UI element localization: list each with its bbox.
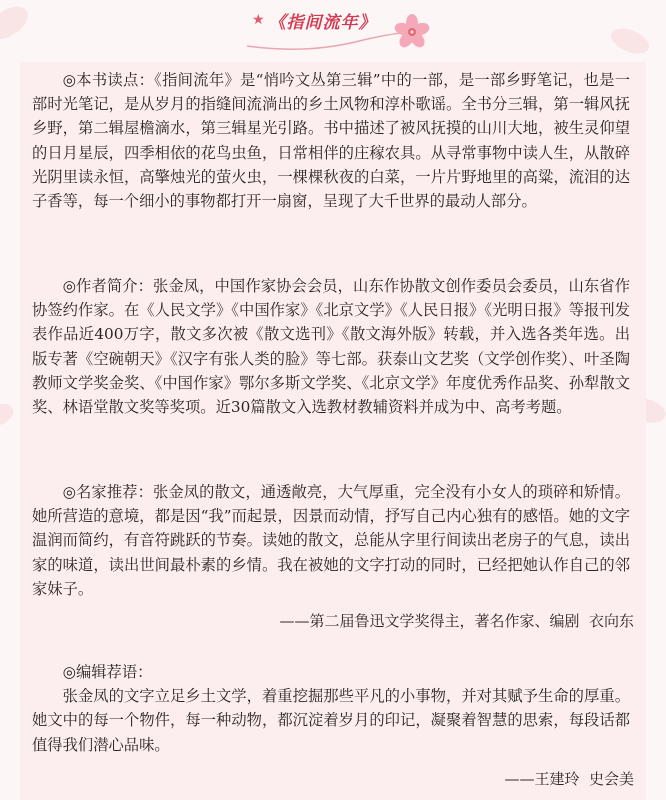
expert-recommendation-section — [32, 480, 630, 601]
reading-points-text: ◎本书读点：《指间流年》是“悄吟文丛第三辑”中的一部，是一部乡野笔记，也是一部时光笔记，是从岁月的指缝间流淌出的乡土风物和淳朴歌谣。全书分三辑，第一辑风抚乡野，第二辑屋檐滴水，第三辑星光引路。书中描述了被风抚摸的山川大地，被生灵仰望的日月星辰，四季相依的花鸟虫鱼，日常相伴的庄稼农具。从寻常事物中读人生，从散碎光阴里读永恒，高擎烛光的萤火虫，一棵棵秋夜的白菜，一片片野地里的高粱，流泪的达子香等，每一个细小的事物都打开一扇窗，呈现了大千世界的最动人部分。 — [32, 71, 630, 211]
petal-decoration — [0, 401, 16, 428]
author-intro-section — [32, 274, 630, 419]
content-panel — [20, 62, 646, 800]
editor-heading: ◎编辑荐语： — [62, 663, 153, 681]
editor-signature: ——王建玲 史会美 — [504, 770, 634, 788]
page-header — [0, 0, 666, 60]
author-intro-text: ◎作者简介：张金凤，中国作家协会会员，山东作协散文创作委员会委员，山东省作协签约作家。在《人民文学》《中国作家》《北京文学》《人民日报》《光明日报》等报刊发表作品近400万字，散文多次被《散文选刊》《散文海外版》转载，并入选各类年选。出版专著《空碗朝天》《汉字有张人类的脸》等七部。获泰山文艺奖（文学创作奖）、叶圣陶教师文学奖金奖、《中国作家》鄂尔多斯文学奖、《北京文学》年度优秀作品奖、孙犁散文奖、林语堂散文奖等奖项。近30篇散文入选教材教辅资料并成为中、高考考题。 — [32, 277, 630, 417]
expert-recommendation-text: ◎名家推荐：张金凤的散文，通透敞亮，大气厚重，完全没有小女人的琐碎和矫情。她所营造的意境，都是因“我”而起景，因景而动情，抒写自己内心独有的感悟。她的文字温润而简约，有音符跳跃的节奏。读她的散文，总能从字里行间读出老房子的气息，读出家的味道，读出世间最朴素的乡情。我在被她的文字打动的同时，已经把她认作自己的邻家妹子。 — [32, 483, 630, 598]
cherry-blossom-icon — [392, 12, 432, 52]
recommendation-signature: ——第二届鲁迅文学奖得主，著名作家、编剧 衣向东 — [279, 612, 634, 630]
editor-recommendation-text: 张金凤的文字立足乡土文学，着重挖掘那些平凡的小事物，并对其赋予生命的厚重。她文中的每一个物件，每一种动物，都沉淀着岁月的印记，凝聚着智慧的思索，每段话都值得我们潜心品味。 — [32, 687, 630, 754]
book-title: 《指间流年》 — [268, 12, 377, 33]
reading-points-section — [32, 68, 630, 213]
star-icon: ★ — [252, 12, 265, 28]
editor-recommendation-section — [32, 660, 630, 757]
decorative-swoosh — [245, 24, 415, 54]
